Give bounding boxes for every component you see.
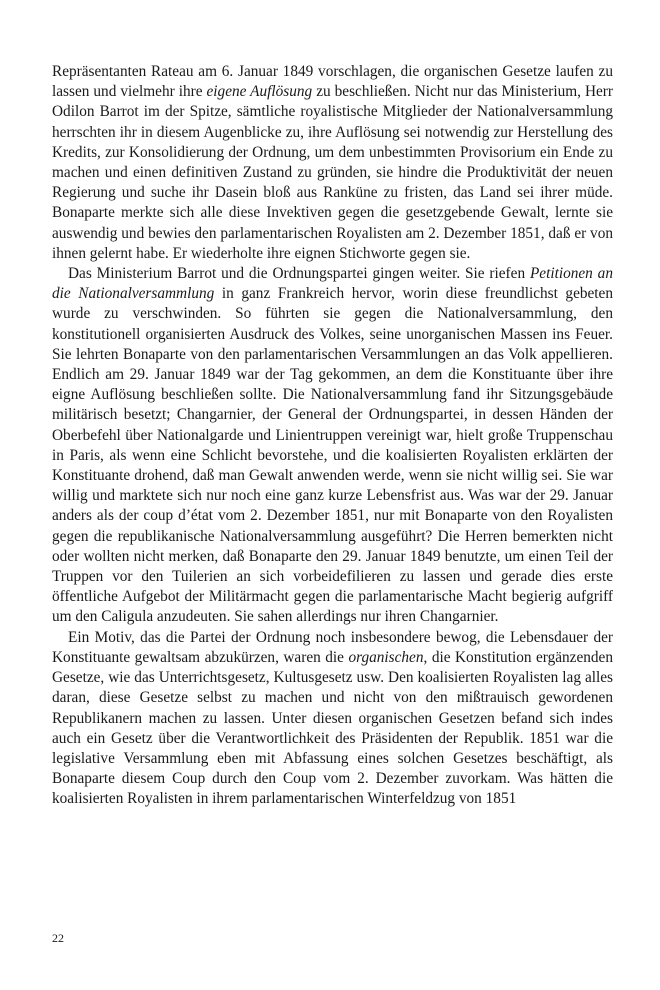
page-number: 22 [52, 931, 64, 945]
paragraph-1 [52, 62, 613, 264]
paragraph-1-text-b: zu beschließen. Nicht nur das Ministerium, Herr Odilon Barrot im der Spitze, sämtliche royalistische Mitglieder der Nationalversammlung herrschten ihr in diesem Augenblicke zu, ihre Auflösung sei notwendig zur Herstellung des Kredits, zur Konsolidierung der Ordnung, um dem unbestimmten Provisorium ein Ende zu machen und einen definitiven Zustand zu gründen, sie hindre die Produktivität der neuen Regierung und suche ihr Dasein bloß aus Rankünе zu fristen, das Land sei ihrer müde. Bonaparte merkte sich alle diese Invektiven gegen die gesetzgebende Gewalt, lernte sie auswendig und bewies den parlamentarischen Royalisten am 2. Dezember 1851, daß er von ihnen gelernt habe. Er wiederholte ihre eignen Stichworte gegen sie. [52, 83, 613, 262]
page-body [52, 62, 613, 810]
paragraph-3-text-b: , die Konstitution ergänzenden Gesetze, wie das Unterrichtsgesetz, Kultusgesetz usw. Den koalisierten Royalisten lag alles daran, diese Gesetze selbst zu machen und nicht von den mißtrauisch gewordenen Republikanern machen zu lassen. Unter diesen organischen Gesetzen befand sich indes auch ein Gesetz über die Verantwortlichkeit des Präsidenten der Republik. 1851 war die legislative Versammlung eben mit Abfassung eines solchen Gesetzes beschäftigt, als Bonaparte diesem Coup durch den Coup vom 2. Dezember zuvorkam. Was hätten die koalisierten Royalisten in ihrem parlamentarischen Winterfeldzug von 1851 [52, 648, 613, 808]
paragraph-2-text-a: Das Ministerium Barrot und die Ordnungspartei gingen weiter. Sie riefen [68, 265, 530, 283]
paragraph-3-text-a: Ein Motiv, das die Partei der Ordnung noch insbesondere bewog, die Lebensdauer der Konstituante gewaltsam abzukürzen, waren die [52, 628, 613, 666]
paragraph-3-emphasis: organischen [348, 648, 424, 666]
paragraph-2-text-b: in ganz Frankreich hervor, worin diese freundlichst gebeten wurde zu verschwinden. So führten sie gegen die Nationalversammlung, den konstitutionell organisierten Ausdruck des Volkes, seine unorganischen Massen ins Feuer. Sie lehrten Bonaparte von den parlamentarischen Versammlungen an das Volk appellieren. Endlich am 29. Januar 1849 war der Tag gekommen, an dem die Konstituante über ihre eigne Auflösung beschließen sollte. Die Nationalversammlung fand ihr Sitzungsgebäude militärisch besetzt; Changarnier, der General der Ordnungspartei, in dessen Händen der Oberbefehl über Nationalgarde und Linientruppen vereinigt war, hielt große Truppenschau in Paris, als wenn eine Schlicht bevorstehe, und die koalisierten Royalisten erklärten der Konstituante drohend, daß man Gewalt anwenden werde, wenn sie nicht willig sei. Sie war willig und marktete sich nur noch eine ganz kurze Lebensfrist aus. Was war der 29. Januar anders als der coup d’état vom 2. Dezember 1851, nur mit Bonaparte von den Royalisten gegen die republikanische Nationalversammlung ausgeführt? Die Herren bemerkten nicht oder wollten nicht merken, daß Bonaparte den 29. Januar 1849 benutzte, um einen Teil der Truppen vor den Tuilerien an sich vorbeidefilieren zu lassen und gerade dies erste öffentliche Aufgebot der Militärmacht gegen die parlamentarische Macht begierig aufgriff um den Caligula anzudeuten. Sie sahen allerdings nur ihren Changarnier. [52, 285, 613, 626]
paragraph-1-text-a: Repräsentanten Rateau am 6. Januar 1849 vorschlagen, die organischen Gesetze laufen zu lassen und vielmehr ihre [52, 63, 613, 101]
paragraph-2 [52, 264, 613, 628]
paragraph-2-emphasis: Petitionen an die Nationalversammlung [52, 265, 613, 303]
paragraph-1-emphasis: eigene Auflösung [206, 83, 313, 101]
paragraph-3 [52, 628, 613, 810]
